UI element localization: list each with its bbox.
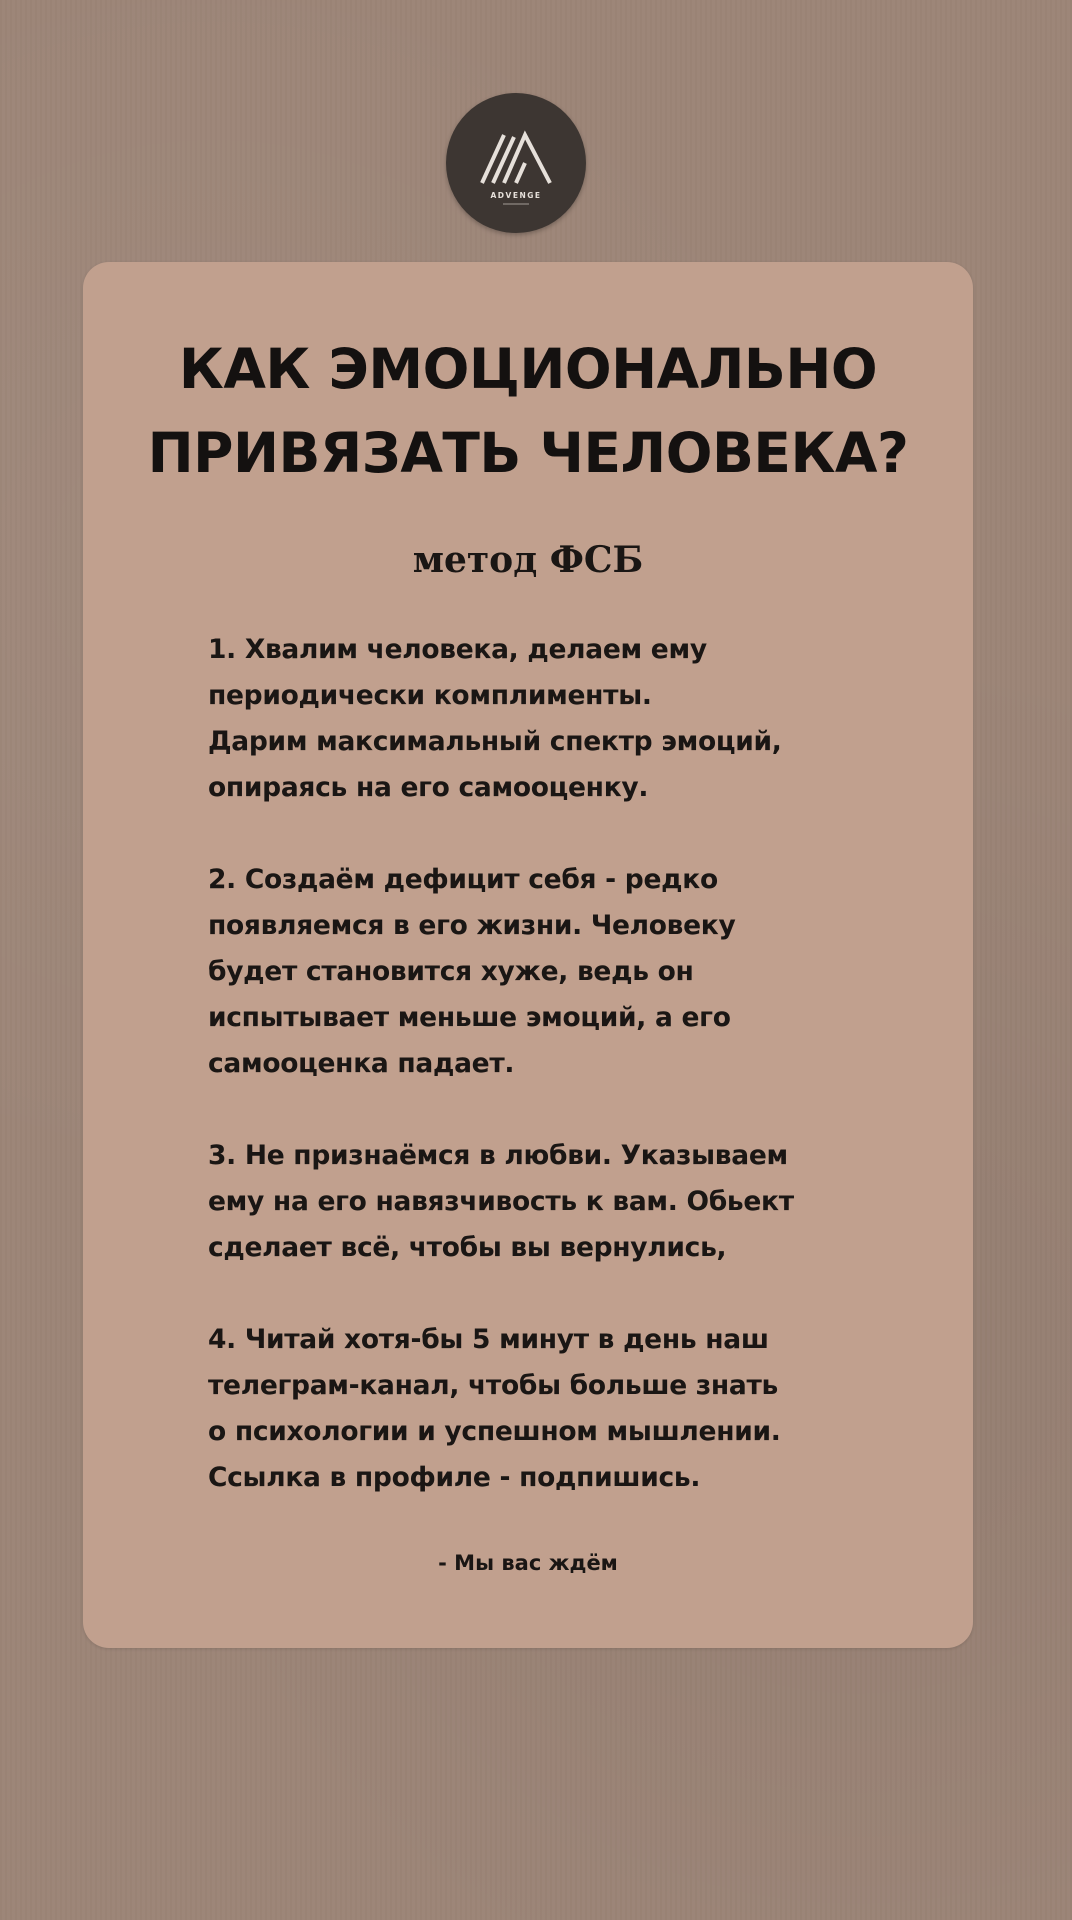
point-item-1: 1. Хвалим человека, делаем ему периодически комплименты. Дарим максимальный спектр эмоций, опираясь на его самооценку.	[208, 634, 782, 803]
content-card	[83, 262, 973, 1648]
peaks-logo-icon	[446, 93, 586, 233]
card-title-line-1: КАК ЭМОЦИОНАЛЬНО	[178, 337, 878, 401]
points-list	[208, 627, 968, 1501]
card-footer: - Мы вас ждём	[438, 1551, 618, 1575]
card-subtitle: метод ФСБ	[412, 539, 644, 581]
point-item-3: 3. Не признаёмся в любви. Указываем ему на его навязчивость к вам. Обьект сделает всё, чтобы вы вернулись,	[208, 1140, 794, 1263]
point-item-4: 4. Читай хотя-бы 5 минут в день наш телеграм-канал, чтобы больше знать о психологии и успешном мышлении. Ссылка в профиле - подпишись.	[208, 1324, 781, 1493]
card-title-line-2: ПРИВЯЗАТЬ ЧЕЛОВЕКА?	[147, 421, 909, 485]
logo-wordmark: ADVENGE	[490, 191, 542, 200]
card-title	[83, 327, 973, 495]
point-item-2: 2. Создаём дефицит себя - редко появляемся в его жизни. Человеку будет становится хуже, ведь он испытывает меньше эмоций, а его самооценка падает.	[208, 864, 736, 1079]
brand-logo	[446, 93, 586, 233]
